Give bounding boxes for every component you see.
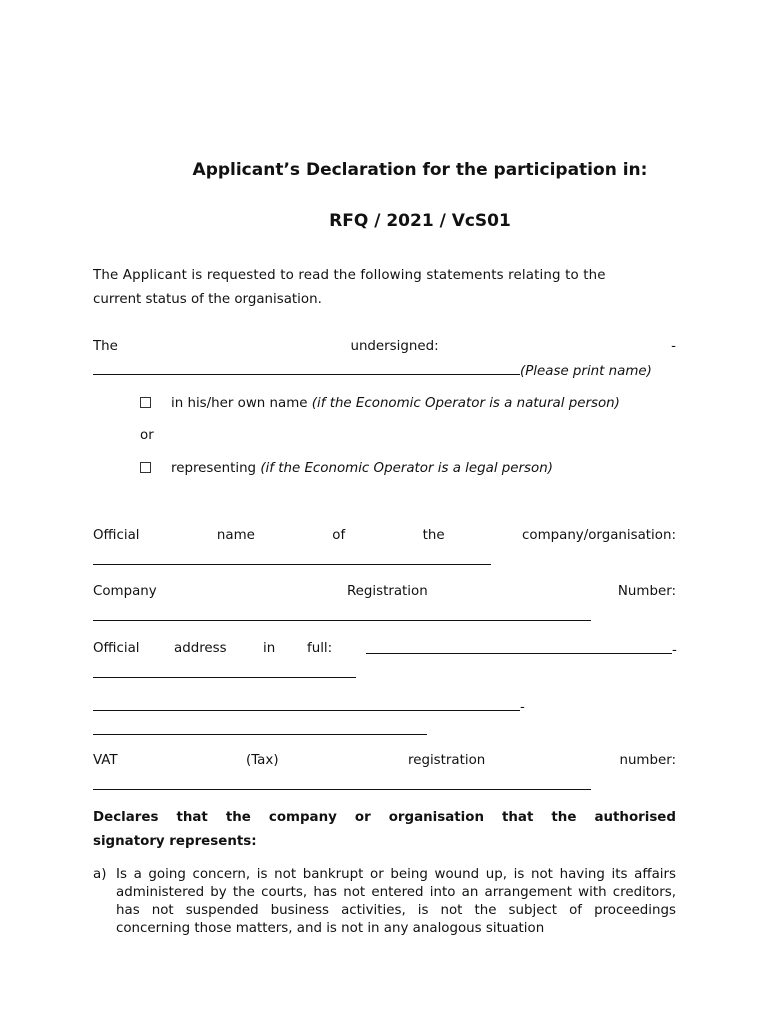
own-name-checkbox[interactable] [140,397,151,408]
official-name-word: Official [93,528,140,543]
print-name-hint: (Please print name) [520,364,652,379]
intro-line-1 [93,268,676,283]
undersigned-word-2: undersigned: [350,339,439,354]
address-dash: - [672,643,677,658]
registration-field-line[interactable] [93,608,591,621]
address-field-line-4[interactable] [93,722,427,735]
official-name-word: of [332,528,346,543]
address-line-row-4 [93,722,427,739]
declares-word: organisation [388,810,484,825]
address-word: address [174,641,227,656]
declares-word: the [551,810,577,825]
undersigned-row [93,339,676,354]
address-field-line-3[interactable] [93,698,520,711]
page-title: Applicant’s Declaration for the participation in: [192,160,648,180]
registration-word: Registration [346,584,428,599]
name-field-line[interactable] [93,362,520,375]
address-field-line-1[interactable] [366,641,672,654]
registration-word: Company [93,584,157,599]
reference-number: RFQ / 2021 / VcS01 [329,211,511,231]
official-name-line-row [93,552,491,569]
address-line-row-3 [93,698,525,715]
declares-word: that [176,810,208,825]
option-own-name[interactable] [140,396,620,411]
registration-row [93,584,676,599]
declares-word: or [354,810,371,825]
declares-word: Declares [93,810,159,825]
official-name-row [93,528,676,543]
address-field-line-2[interactable] [93,665,356,678]
undersigned-name-row [93,362,652,379]
declares-heading-line-2: signatory represents: [93,834,257,849]
own-name-hint: (if the Economic Operator is a natural person) [311,396,620,411]
representing-hint: (if the Economic Operator is a legal person) [260,461,553,476]
declares-word: company [268,810,337,825]
official-name-word: the [422,528,445,543]
item-a-label: a) [93,867,107,882]
declares-word: the [225,810,251,825]
official-name-word: name [216,528,255,543]
option-representing[interactable] [140,461,553,476]
registration-line-row [93,608,591,625]
vat-word: VAT [93,753,118,768]
address-line-group [366,641,677,658]
declaration-item-a [93,866,676,938]
vat-word: (Tax) [246,753,279,768]
item-a-text: Is a going concern, is not bankrupt or being wound up, is not having its affairs administered by the courts, has not entered into an arrangement with creditors, has not suspended business activities, is not the subject of proceedings concerning those matters, and is not in any analogous situation [116,867,676,936]
representing-label: representing [171,461,257,476]
registration-word: Number: [617,584,676,599]
address-word: Official [93,641,140,656]
or-text: or [140,428,154,443]
undersigned-word-1: The [93,339,118,354]
declares-heading-line-1 [93,810,676,825]
intro-text-1: The Applicant is requested to read the following statements relating to the [93,268,606,283]
address-dash-2: - [520,700,525,715]
vat-field-line[interactable] [93,777,591,790]
official-name-word: company/organisation: [522,528,676,543]
declares-word: authorised [594,810,676,825]
address-line-row-2 [93,665,356,682]
intro-line-2: current status of the organisation. [93,292,322,307]
vat-word: registration [408,753,486,768]
official-name-field-line[interactable] [93,552,491,565]
address-word: in [263,641,276,656]
own-name-label: in his/her own name [171,396,308,411]
undersigned-word-3: - [671,339,676,354]
vat-line-row [93,777,591,794]
address-word: full: [307,641,333,656]
representing-checkbox[interactable] [140,462,151,473]
declares-word: that [502,810,534,825]
vat-word: number: [619,753,676,768]
